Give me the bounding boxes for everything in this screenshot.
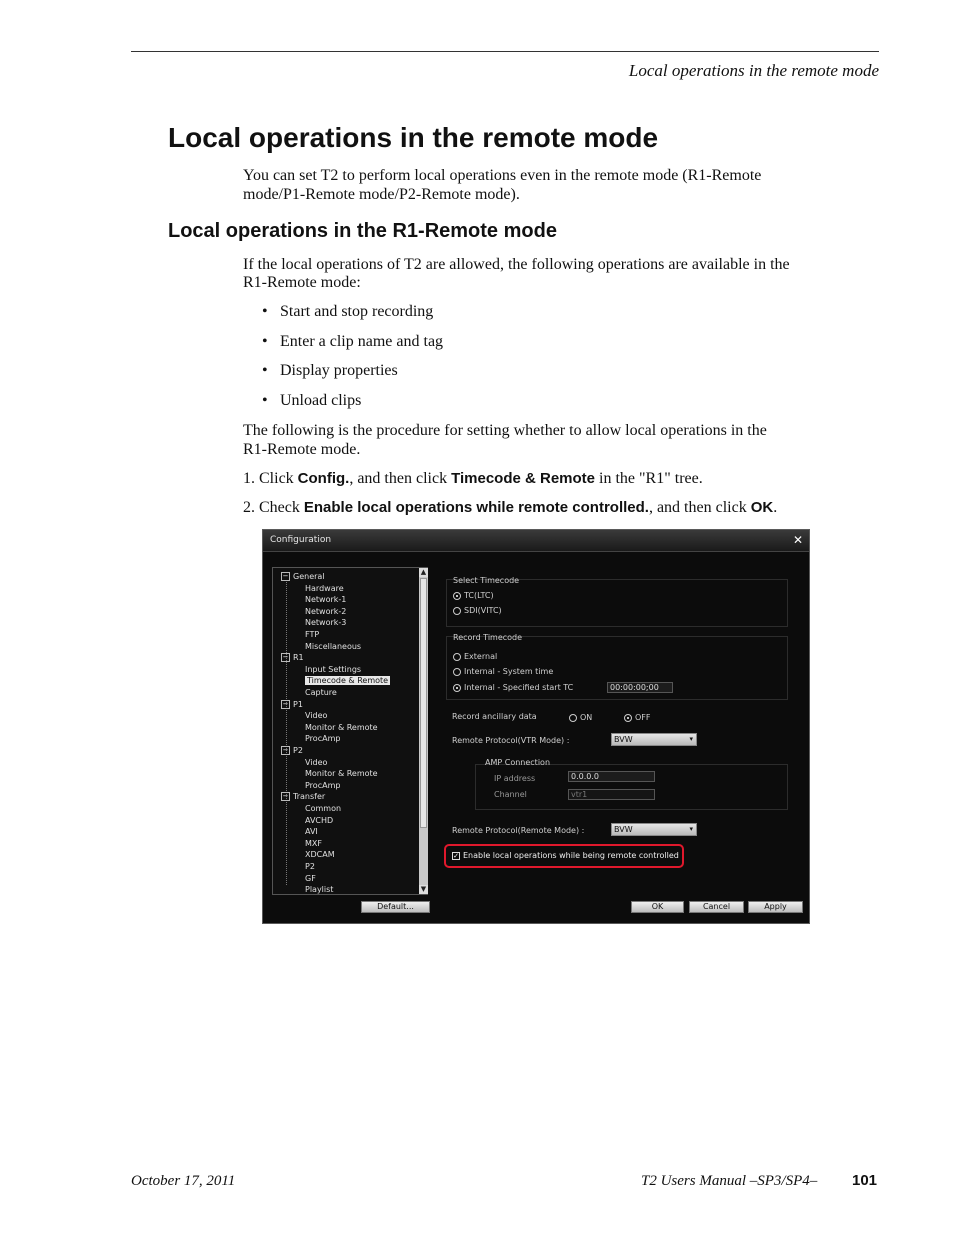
tree-node[interactable] [305,885,333,894]
chevron-down-icon: ▾ [689,735,693,743]
tree-node[interactable] [305,874,316,883]
tree-node-root[interactable] [281,746,303,755]
tree-node-label: FTP [305,630,320,639]
footer-date: October 17, 2011 [131,1173,236,1189]
channel-label: Channel [494,790,527,799]
tree-node[interactable] [305,618,346,627]
radio-ancillary-on[interactable] [569,713,592,722]
protocol-remote-label: Remote Protocol(Remote Mode) : [452,826,585,835]
cancel-button[interactable]: Cancel [689,901,744,913]
tree-node-label: Video [305,711,328,721]
intro-line-1: You can set T2 to perform local operations even in the remote mode (R1-Remote [243,167,762,184]
tree-node-label: Transfer [293,792,326,802]
scroll-up-icon[interactable]: ▲ [420,568,427,576]
step-2 [243,499,777,517]
tree-node[interactable] [305,758,327,767]
radio-checked-icon[interactable] [453,684,461,692]
tree-node-label: Network-3 [305,618,347,628]
red-highlight-box [444,844,684,868]
bullet-item: • Display properties [262,362,398,379]
bullet-item: • Unload clips [262,392,362,409]
tree-scrollbar[interactable] [419,568,428,894]
running-header: Local operations in the remote mode [628,61,879,80]
tree-node-label: P2 [293,746,303,755]
step-1-text-c: , and then click [349,470,452,487]
radio-external[interactable] [453,652,497,661]
tree-node[interactable] [305,584,344,593]
radio-internal-system[interactable] [453,667,553,676]
tree-node[interactable] [305,607,346,616]
tree-node-label: ProcAmp [305,780,341,790]
radio-checked-icon[interactable] [453,592,461,600]
bullet-item: • Start and stop recording [262,303,434,320]
page-title: Local operations in the remote mode [168,122,659,153]
tree-node[interactable] [305,827,318,836]
scroll-down-icon[interactable]: ▼ [420,885,427,893]
tree-node[interactable] [305,595,346,604]
tree-node-label: R1 [293,653,304,663]
close-icon[interactable]: ✕ [792,533,803,547]
checkbox-checked-icon[interactable]: ✓ [453,851,459,860]
tree-node-label: P1 [293,699,303,709]
ancillary-label: Record ancillary data [452,712,537,721]
tree-node-label: Network-1 [305,595,347,605]
radio-ancillary-on-label: ON [580,713,593,722]
tree-node[interactable] [305,816,333,825]
config-tree [272,567,428,895]
radio-internal-system-label: Internal - System time [464,667,554,676]
tree-node-label: Input Settings [305,664,362,674]
step-1 [243,470,703,488]
collapse-icon[interactable]: − [282,653,289,662]
step-2-ok: OK [750,499,774,516]
step-2-text-c: , and then click [648,499,751,516]
header-rule [131,51,879,52]
ip-address-field[interactable]: 0.0.0.0 [568,771,655,782]
tree-node[interactable] [305,642,361,651]
tree-node-label: Hardware [305,583,344,593]
enable-local-label: Enable local operations while being remote controlled [463,851,679,860]
radio-ancillary-off[interactable] [624,713,651,722]
tree-guide-line [286,580,287,885]
tree-node-root[interactable] [281,572,325,581]
tree-node-label: GF [305,873,316,883]
tree-node-root[interactable] [281,653,304,662]
protocol-vtr-value: BVW [614,735,633,744]
tree-node[interactable] [305,850,335,859]
select-timecode-group [446,579,788,627]
radio-unchecked-icon[interactable] [569,714,577,722]
dialog-title: Configuration [270,535,332,545]
tree-node[interactable] [305,769,378,778]
record-timecode-label: Record Timecode [453,633,523,642]
radio-unchecked-icon[interactable] [453,607,461,615]
radio-internal-specified[interactable] [453,683,573,692]
tree-node-label: Common [305,804,342,813]
select-timecode-label: Select Timecode [453,576,520,585]
collapse-icon[interactable]: − [282,746,289,754]
radio-internal-specified-label: Internal - Specified start TC [464,683,574,692]
tree-node-label: General [293,572,325,581]
step-1-timecode-remote: Timecode & Remote [451,470,596,487]
dialog-titlebar [263,530,809,552]
step-1-text-e: in the "R1" tree. [595,470,703,487]
step-1-config: Config. [297,470,350,487]
radio-sdi-vitc-label: SDI(VITC) [464,606,502,615]
step-2-text-e: . [773,499,778,516]
intro-line-2: mode/P1-Remote mode/P2-Remote mode). [243,186,520,203]
tree-node-root[interactable] [281,792,325,801]
tree-node-label: Miscellaneous [305,641,362,651]
radio-sdi-vitc[interactable] [453,606,502,615]
radio-checked-icon[interactable] [624,714,632,722]
collapse-icon[interactable]: − [282,792,289,801]
tree-node[interactable] [305,711,327,720]
tree-node-label: Network-2 [305,606,347,616]
bullet-text: Enter a clip name and tag [280,333,444,350]
radio-ancillary-off-label: OFF [635,713,651,722]
radio-external-label: External [464,652,498,661]
tree-node-label: Capture [305,688,337,697]
bullet-text: Start and stop recording [280,303,434,320]
section-para-1-line-1: If the local operations of T2 are allowed, the following operations are available in the [243,256,790,273]
tree-node-label: P2 [305,862,315,871]
radio-tc-ltc[interactable] [453,591,494,600]
tree-node-label: XDCAM [305,850,335,860]
tree-node[interactable] [305,665,361,674]
tree-node[interactable] [305,839,322,848]
page-number: 101 [852,1172,878,1189]
default-button[interactable]: Default... [361,901,430,913]
tree-node-label: Timecode & Remote [307,676,389,686]
tree-node[interactable] [305,781,340,790]
tree-node[interactable] [305,688,337,697]
tree-node-label: Monitor & Remote [305,722,378,732]
ip-address-label: IP address [494,774,536,783]
collapse-icon[interactable]: − [282,572,289,580]
tree-node-label: Video [305,757,328,767]
footer-manual-title: T2 Users Manual –SP3/SP4– [641,1173,818,1189]
radio-unchecked-icon[interactable] [453,653,461,661]
bullet-text: Display properties [280,362,398,379]
tree-node[interactable] [305,734,340,743]
collapse-icon[interactable]: − [282,699,289,708]
section-para-1-line-2: R1-Remote mode: [243,274,361,291]
tree-node-label: MXF [305,838,322,848]
tree-node-label: Playlist [305,885,334,895]
bullet-text: Unload clips [280,392,362,409]
protocol-remote-value: BVW [614,825,633,834]
step-1-text-a: 1. Click [243,470,298,487]
protocol-vtr-label: Remote Protocol(VTR Mode) : [452,736,570,745]
apply-button[interactable]: Apply [748,901,803,913]
chevron-down-icon: ▾ [689,825,693,833]
step-2-text-a: 2. Check [243,499,304,516]
amp-connection-label: AMP Connection [485,758,551,767]
section-para-2-line-1: The following is the procedure for setting whether to allow local operations in the [243,422,767,439]
radio-unchecked-icon[interactable] [453,668,461,676]
tree-node[interactable] [305,723,378,732]
tree-node-root[interactable] [281,700,303,709]
section-title: Local operations in the R1-Remote mode [168,220,557,242]
channel-value: vtr1 [571,790,588,799]
tree-node[interactable] [305,676,390,685]
tree-node[interactable] [305,630,319,639]
tree-node[interactable] [305,862,315,871]
channel-select[interactable] [568,789,655,800]
section-para-2-line-2: R1-Remote mode. [243,441,361,458]
radio-tc-ltc-label: TC(LTC) [464,591,494,600]
tree-node-label: Monitor & Remote [305,769,378,779]
protocol-vtr-select[interactable] [611,733,697,746]
step-2-enable-local: Enable local operations while remote controlled. [303,499,649,516]
start-tc-field[interactable]: 00:00:00;00 [607,682,673,693]
ok-button[interactable]: OK [631,901,684,913]
tree-node-label: AVCHD [305,815,334,825]
tree-node-label: ProcAmp [305,734,341,744]
scroll-thumb[interactable] [420,578,427,828]
bullet-item: • Enter a clip name and tag [262,333,444,350]
protocol-remote-select[interactable] [611,823,697,836]
tree-node-label: AVI [305,827,318,837]
tree-node[interactable] [305,804,341,813]
